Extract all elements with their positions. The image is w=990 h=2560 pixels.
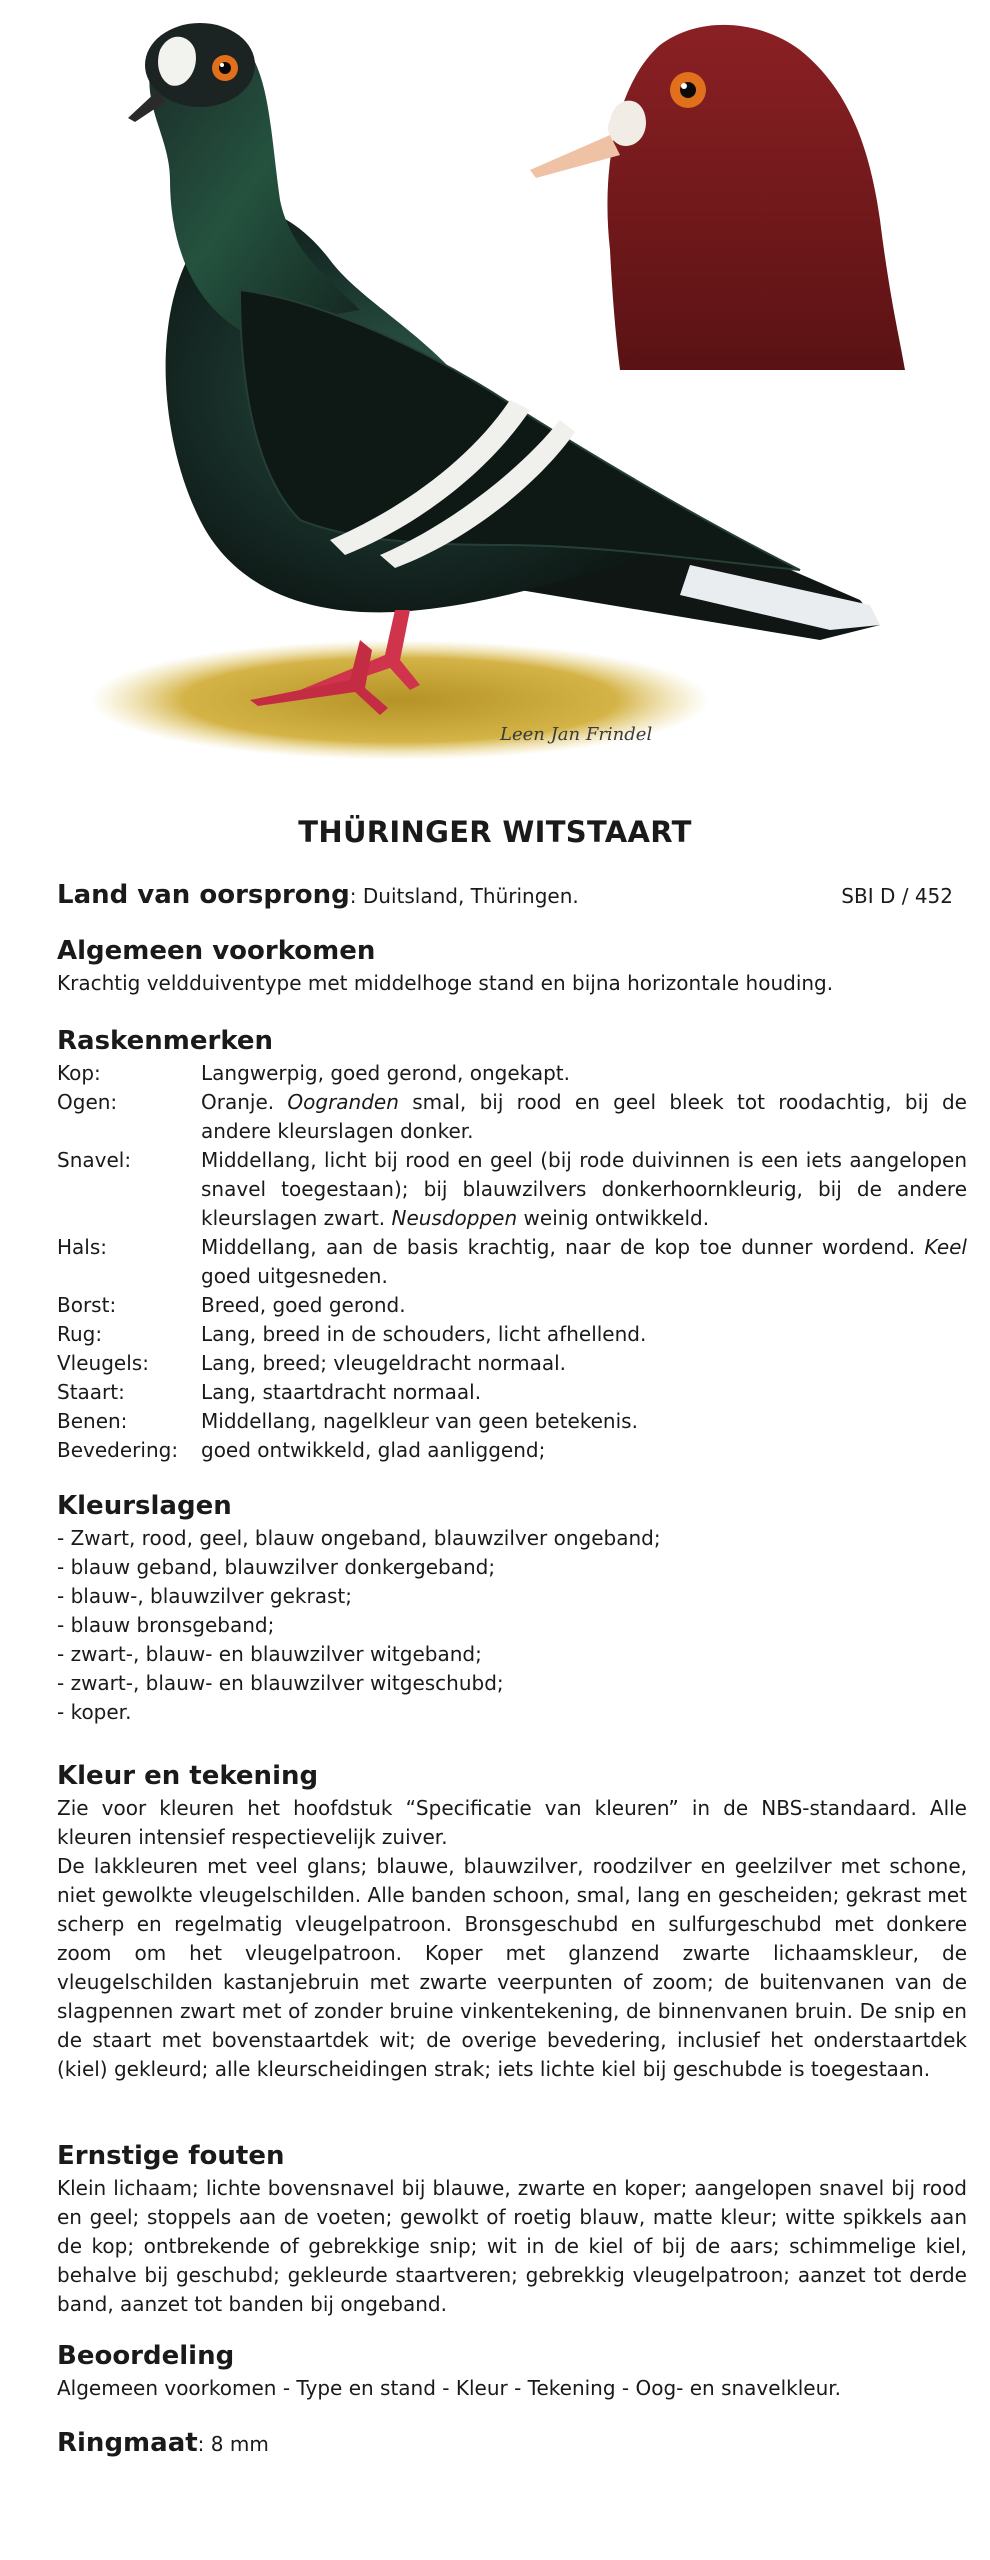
trait-key: Ogen: [57,1090,118,1114]
list-item: - blauw-, blauwzilver gekrast; [57,1584,352,1608]
colors-heading: Kleurslagen [57,1491,232,1521]
trait-key: Rug: [57,1322,103,1346]
faults-section [57,2140,967,2319]
faults-text: Klein lichaam; lichte bovensnavel bij blauwe, zwarte en koper; aangelopen snavel bij rood en geel; stoppels aan de voeten; gewolkt of roetig blauw, matte kleur; witte spikkels aan de kop; ontbrekende of gebrekkige snip; wit in de kiel of bij de aars; schimmelige kiel, behalve bij geschubd; gekleurde staartveren; gebrekkig vleugelpatroon; aanzet tot derde band, aanzet tot banden bij ongeband. [57,2176,967,2316]
colors-section [57,1490,967,1727]
trait-key: Snavel: [57,1148,132,1172]
coloring-para-1: Zie voor kleuren het hoofdstuk “Specificatie van kleuren” in de NBS-standaard. Alle kleuren intensief respectievelijk zuiver. [57,1796,967,1849]
breed-title: THÜRINGER WITSTAART [298,815,692,849]
coloring-para-2: De lakkleuren met veel glans; blauwe, blauwzilver, roodzilver en geelzilver met schone, niet gewolkte vleugelschilden. Alle banden schoon, smal, lang en gescheiden; gekrast met scherp en regelmatig vleugelpatroon. Bronsgeschubd en sulfurgeschubd met donkere zoom om het vleugelpatroon. Koper met glanzend zwarte lichaamskleur, de vleugelschilden kastanjebruin met zwarte veerpunten of zoom; de buitenvanen van de slagpennen zwart met of zonder bruine vinkentekening, de binnenvanen bruin. De snip en de staart met bovenstaartdek wit; de overige bevedering, inclusief het onderstaartdek (kiel) gekleurd; alle kleurscheidingen strak; iets lichte kiel bij geschubde is toegestaan. [57,1854,967,2081]
judging-section [57,2340,967,2403]
list-item: - Zwart, rood, geel, blauw ongeband, blauwzilver ongeband; [57,1526,661,1550]
pigeon-illustration [0,0,990,790]
artist-signature: Leen Jan Frindel [500,724,653,745]
origin-row [57,880,953,910]
origin-value: : Duitsland, Thüringen. [349,884,579,908]
list-item: - blauw bronsgeband; [57,1613,275,1637]
list-item: - koper. [57,1700,132,1724]
trait-value: Lang, breed in de schouders, licht afhellend. [201,1322,647,1346]
origin [57,880,579,910]
list-item: - zwart-, blauw- en blauwzilver witgeschubd; [57,1671,504,1695]
trait-key: Staart: [57,1380,125,1404]
trait-key: Kop: [57,1061,101,1085]
sbi-code: SBI D / 452 [841,884,953,908]
traits-table [57,1059,967,1465]
red-variant-beak [530,135,620,178]
traits-heading: Raskenmerken [57,1026,274,1056]
general-heading: Algemeen voorkomen [57,936,376,966]
general-text: Krachtig veldduiventype met middelhoge stand en bijna horizontale houding. [57,971,834,995]
traits-section [57,1025,967,1465]
judging-heading: Beoordeling [57,2341,235,2371]
trait-key: Benen: [57,1409,128,1433]
trait-value: Langwerpig, goed gerond, ongekapt. [201,1061,571,1085]
trait-key: Borst: [57,1293,117,1317]
trait-value: Lang, breed; vleugeldracht normaal. [201,1351,567,1375]
judging-text: Algemeen voorkomen - Type en stand - Kleur - Tekening - Oog- en snavelkleur. [57,2376,841,2400]
origin-label: Land van oorsprong [57,880,350,910]
coloring-section [57,1760,967,2084]
trait-value: Lang, staartdracht normaal. [201,1380,482,1404]
trait-key: Vleugels: [57,1351,149,1375]
list-item: - blauw geband, blauwzilver donkergeband; [57,1555,496,1579]
trait-value: Middellang, aan de basis krachtig, naar de kop toe dunner wordend. Keel goed uitgesneden. [201,1235,967,1288]
trait-value: Oranje. Oogranden smal, bij rood en geel bleek tot roodachtig, bij de andere kleurslagen donker. [201,1090,967,1143]
list-item: - zwart-, blauw- en blauwzilver witgeband; [57,1642,482,1666]
colors-list [57,1524,967,1727]
ring-label: Ringmaat [57,2428,198,2458]
coloring-heading: Kleur en tekening [57,1761,319,1791]
trait-value: Middellang, licht bij rood en geel (bij rode duivinnen is een iets aangelopen snavel toegestaan); bij blauwzilvers donkerhoornkleurig, bij de andere kleurslagen zwart. Neusdoppen weinig ontwikkeld. [201,1148,967,1230]
trait-key: Hals: [57,1235,108,1259]
trait-key: Bevedering: [57,1438,179,1462]
faults-heading: Ernstige fouten [57,2141,285,2171]
general-section [57,935,967,998]
trait-value: goed ontwikkeld, glad aanliggend; [201,1438,546,1462]
trait-value: Middellang, nagelkleur van geen betekenis. [201,1409,638,1433]
trait-value: Breed, goed gerond. [201,1293,406,1317]
ring-size [57,2428,269,2458]
ring-value: : 8 mm [197,2432,269,2456]
red-variant-head [607,25,905,370]
